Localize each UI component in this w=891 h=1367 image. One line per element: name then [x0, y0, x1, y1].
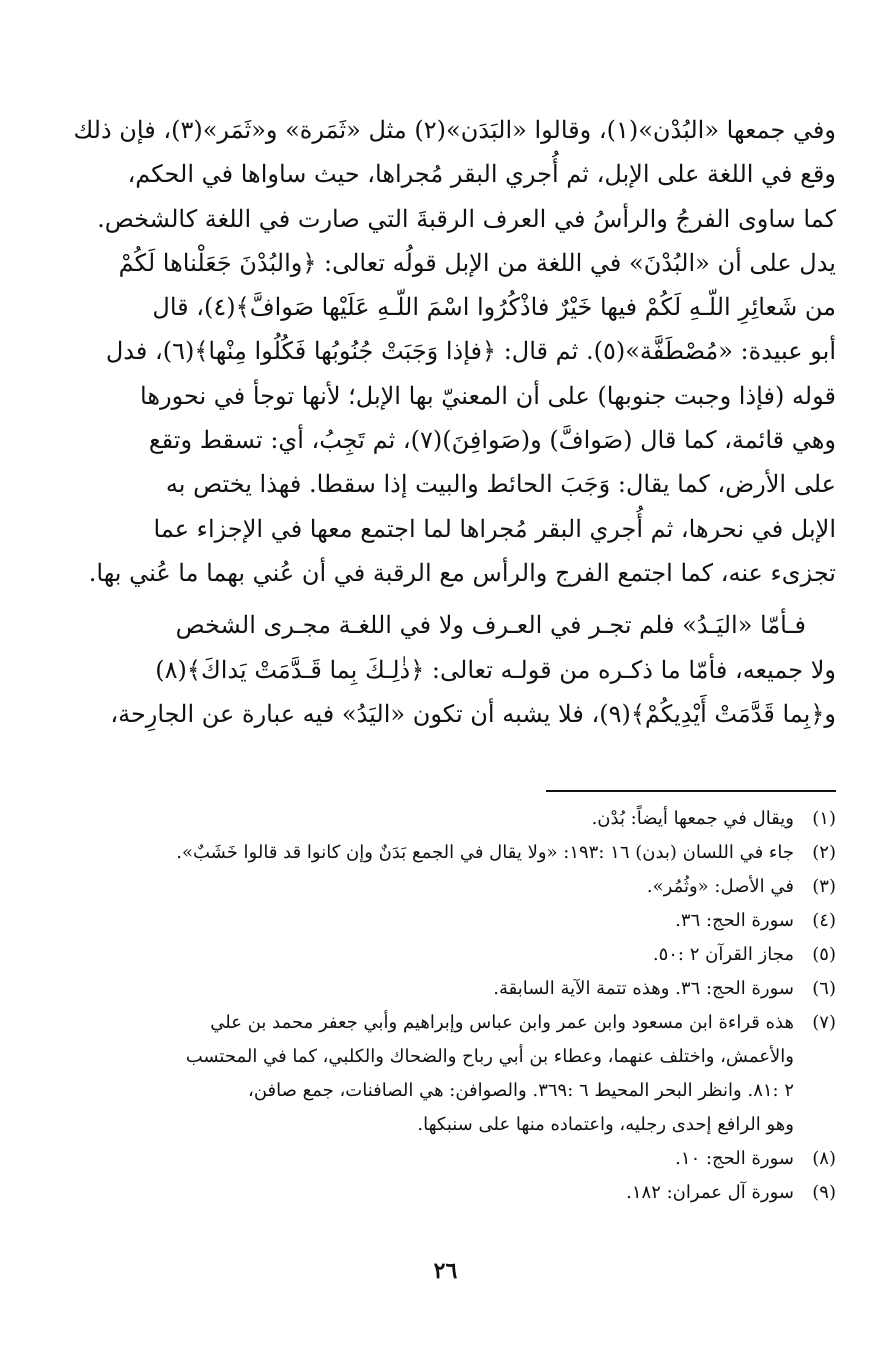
- page-number: ٢٦: [433, 1258, 458, 1284]
- footnote-6: [50, 972, 836, 1006]
- text-line-1: وفي جمعها «البُدْن»(١)، وقالوا «البَدَن»(٢) مثل «ثَمَرة» و«ثَمَر»(٣)، فإن ذلك: [73, 116, 836, 144]
- footnote-3: [50, 870, 836, 904]
- text-line-9: على الأرض، كما يقال: وَجَبَ الحائط والبيت إذا سقطا. فهذا يختص به: [165, 470, 836, 499]
- footnote-text: مجاز القرآن ٢ :٥٠.: [652, 944, 794, 965]
- footnote-text: سورة الحج: ٣٦.: [675, 910, 794, 931]
- footnote-text: جاء في اللسان (بدن) ١٦ :١٩٣: «ولا يقال في الجمع بَدَنٌ وإن كانوا قد قالوا خَشَبٌ».: [176, 842, 794, 863]
- text-line-8: وهي قائمة، كما قال (صَوافَّ) و(صَوافِنَ)(٧)، ثم تَجِبُ، أي: تسقط وتقع: [148, 426, 836, 455]
- footnote-number: (٥): [812, 944, 836, 965]
- text-line-5: من شَعائِرِ اللّـهِ لَكُمْ فيها خَيْرٌ فاذْكُرُوا اسْمَ اللّـهِ عَلَيْها صَوافَّ﴾(٤)، قال: [152, 293, 836, 322]
- text-line-3: كما ساوى الفرجُ والرأسُ في العرف الرقبةَ التي صارت في اللغة كالشخص.: [97, 204, 836, 233]
- text-line-4: يدل على أن «البُدْنَ» في اللغة من الإبل قولُه تعالى: ﴿والبُدْنَ جَعَلْناها لَكُمْ: [118, 248, 836, 277]
- footnote-9: [50, 1176, 836, 1210]
- text-line-2: وقع في اللغة على الإبل، ثم أُجري البقر مُجراها، حيث ساواها في الحكم،: [127, 160, 836, 189]
- footnote-1: [50, 802, 836, 836]
- footnote-number: (١): [812, 808, 836, 829]
- footnote-text: ويقال في جمعها أيضاً: بُدْن.: [591, 808, 794, 829]
- text-line-11: تجزىء عنه، كما اجتمع الفرج والرأس مع الرقبة في أن عُني بهما ما عُني بها.: [88, 558, 836, 587]
- main-text: [50, 108, 836, 736]
- text-line-7: قوله (فإذا وجبت جنوبها) على أن المعنيّ بها الإبل؛ لأنها توجأ في نحورها: [140, 381, 836, 410]
- footnote-number: (٨): [812, 1148, 836, 1169]
- text-line-10: الإبل في نحرها، ثم أُجري البقر مُجراها لما اجتمع معها في الإجزاء عما: [153, 514, 836, 543]
- footnote-number: (٧): [812, 1012, 836, 1033]
- text-line-12: فـأمّا «اليَـدُ» فلم تجـر في العـرف ولا في اللغـة مجـرى الشخص: [175, 611, 806, 640]
- text-line-14: و﴿بِما قَدَّمَتْ أَيْدِيكُمْ﴾(٩)، فلا يشبه أن تكون «اليَدُ» فيه عبارة عن الجارِحة،: [110, 699, 836, 728]
- footnote-7-continuation: والأعمش، واختلف عنهما، وعطاء بن أبي رباح والضحاك والكلبي، كما في المحتسب: [185, 1046, 794, 1067]
- footnote-number: (٦): [812, 978, 836, 999]
- footnote-number: (٩): [812, 1182, 836, 1203]
- footnote-7-continuation: وهو الرافع إحدى رجليه، واعتماده منها على سنبكها.: [417, 1114, 794, 1135]
- footnote-text: في الأصل: «وثُمُر».: [646, 876, 794, 897]
- footnote-number: (٤): [812, 910, 836, 931]
- footnote-5: [50, 938, 836, 972]
- footnote-4: [50, 904, 836, 938]
- footnote-number: (٣): [812, 876, 836, 897]
- footnote-7-continuation: ٢ :٨١. وانظر البحر المحيط ٦ :٣٦٩. والصوافن: هي الصافنات، جمع صافن،: [248, 1080, 794, 1101]
- footnote-number: (٢): [812, 842, 836, 863]
- text-line-13: ولا جميعه، فأمّا ما ذكـره من قولـه تعالى: ﴿ذٰلِـكَ بِما قَـدَّمَتْ يَداكَ﴾(٨): [155, 655, 836, 684]
- footnote-text: سورة الحج: ١٠.: [675, 1148, 794, 1169]
- footnote-text: هذه قراءة ابن مسعود وابن عمر وابن عباس وإبراهيم وأبي جعفر محمد بن علي: [210, 1012, 794, 1033]
- footnotes: [50, 802, 836, 1210]
- footnote-7: [50, 1006, 836, 1040]
- footnote-text: سورة الحج: ٣٦. وهذه تتمة الآية السابقة.: [493, 978, 794, 999]
- footnote-8: [50, 1142, 836, 1176]
- footnote-2: [50, 836, 836, 870]
- footnote-text: سورة آل عمران: ١٨٢.: [626, 1182, 794, 1203]
- text-line-6: أبو عبيدة: «مُصْطَفَّة»(٥). ثم قال: ﴿فإذا وَجَبَتْ جُنُوبُها فَكُلُوا مِنْها﴾(٦)، فدل: [105, 337, 836, 366]
- footnote-separator: [546, 790, 836, 792]
